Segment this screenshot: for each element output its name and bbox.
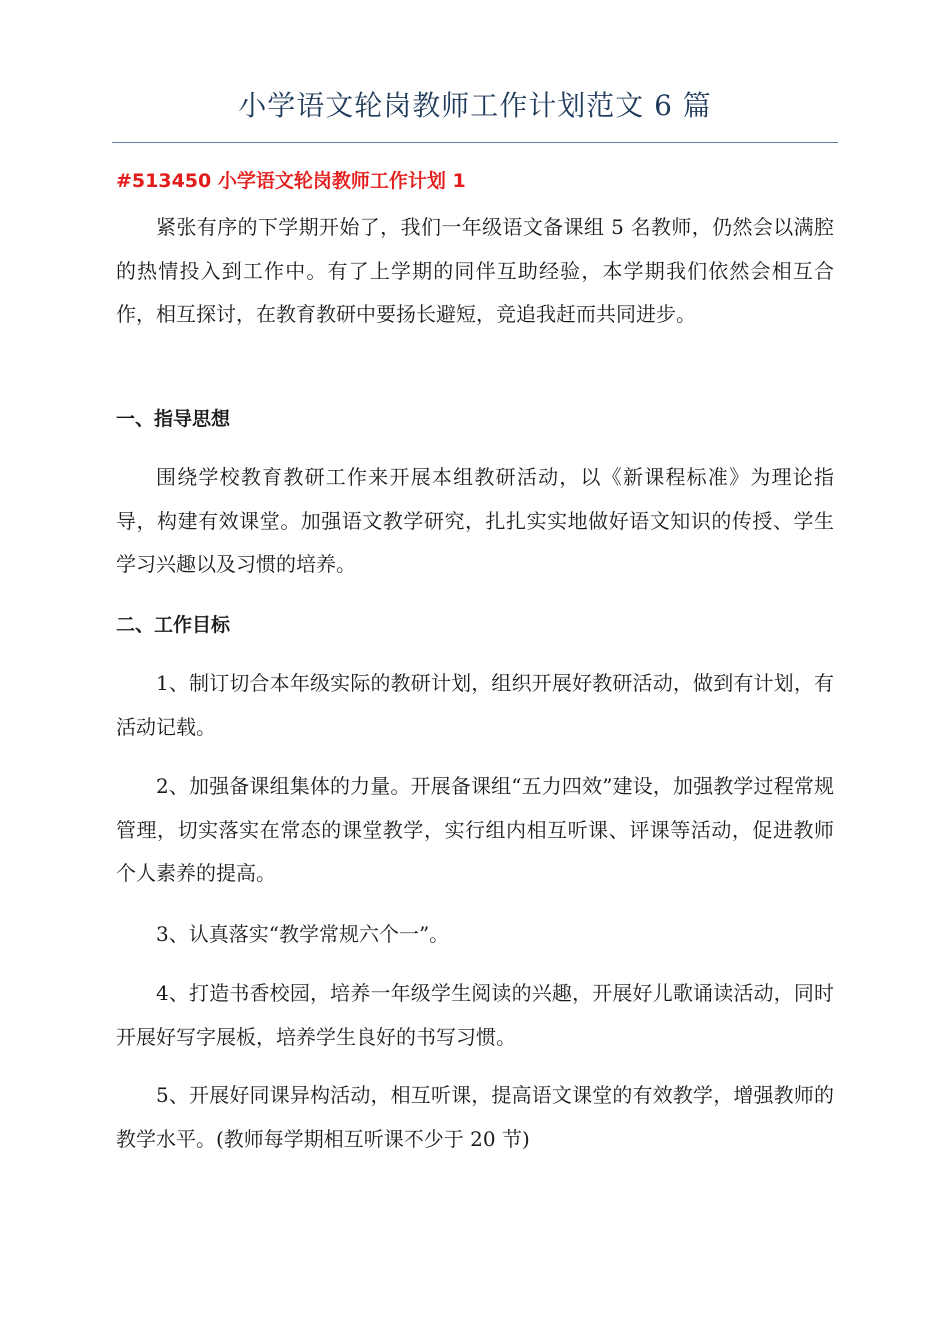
section-heading-guiding-thought: 一、指导思想 [116, 408, 231, 430]
goal-item: 4、打造书香校园，培养一年级学生阅读的兴趣，开展好儿歌诵读活动，同时开展好写字展板，培养学生良好的书写习惯。 [116, 981, 834, 1049]
intro-paragraph: 紧张有序的下学期开始了，我们一年级语文备课组 5 名教师，仍然会以满腔的热情投入到工作中。有了上学期的同伴互助经验，本学期我们依然会相互合作，相互探讨，在教育教研中要扬长避短，竞追我赶而共同进步。 [116, 215, 834, 326]
plan-heading: #513450 小学语文轮岗教师工作计划 1 [116, 170, 466, 192]
title-divider [112, 142, 838, 143]
document-title: 小学语文轮岗教师工作计划范文 6 篇 [238, 89, 712, 122]
goal-item: 1、制订切合本年级实际的教研计划，组织开展好教研活动，做到有计划，有活动记载。 [116, 671, 834, 739]
guiding-thought-paragraph: 围绕学校教育教研工作来开展本组教研活动，以《新课程标准》为理论指导，构建有效课堂。加强语文教学研究，扎扎实实地做好语文知识的传授、学生学习兴趣以及习惯的培养。 [116, 465, 834, 576]
section-heading-work-goals: 二、工作目标 [116, 614, 231, 636]
goal-item: 5、开展好同课异构活动，相互听课，提高语文课堂的有效教学，增强教师的教学水平。(教师每学期相互听课不少于 20 节) [116, 1083, 834, 1151]
goal-item: 2、加强备课组集体的力量。开展备课组“五力四效”建设，加强教学过程常规管理，切实落实在常态的课堂教学，实行组内相互听课、评课等活动，促进教师个人素养的提高。 [116, 774, 834, 885]
goal-item: 3、认真落实“教学常规六个一”。 [156, 922, 450, 946]
